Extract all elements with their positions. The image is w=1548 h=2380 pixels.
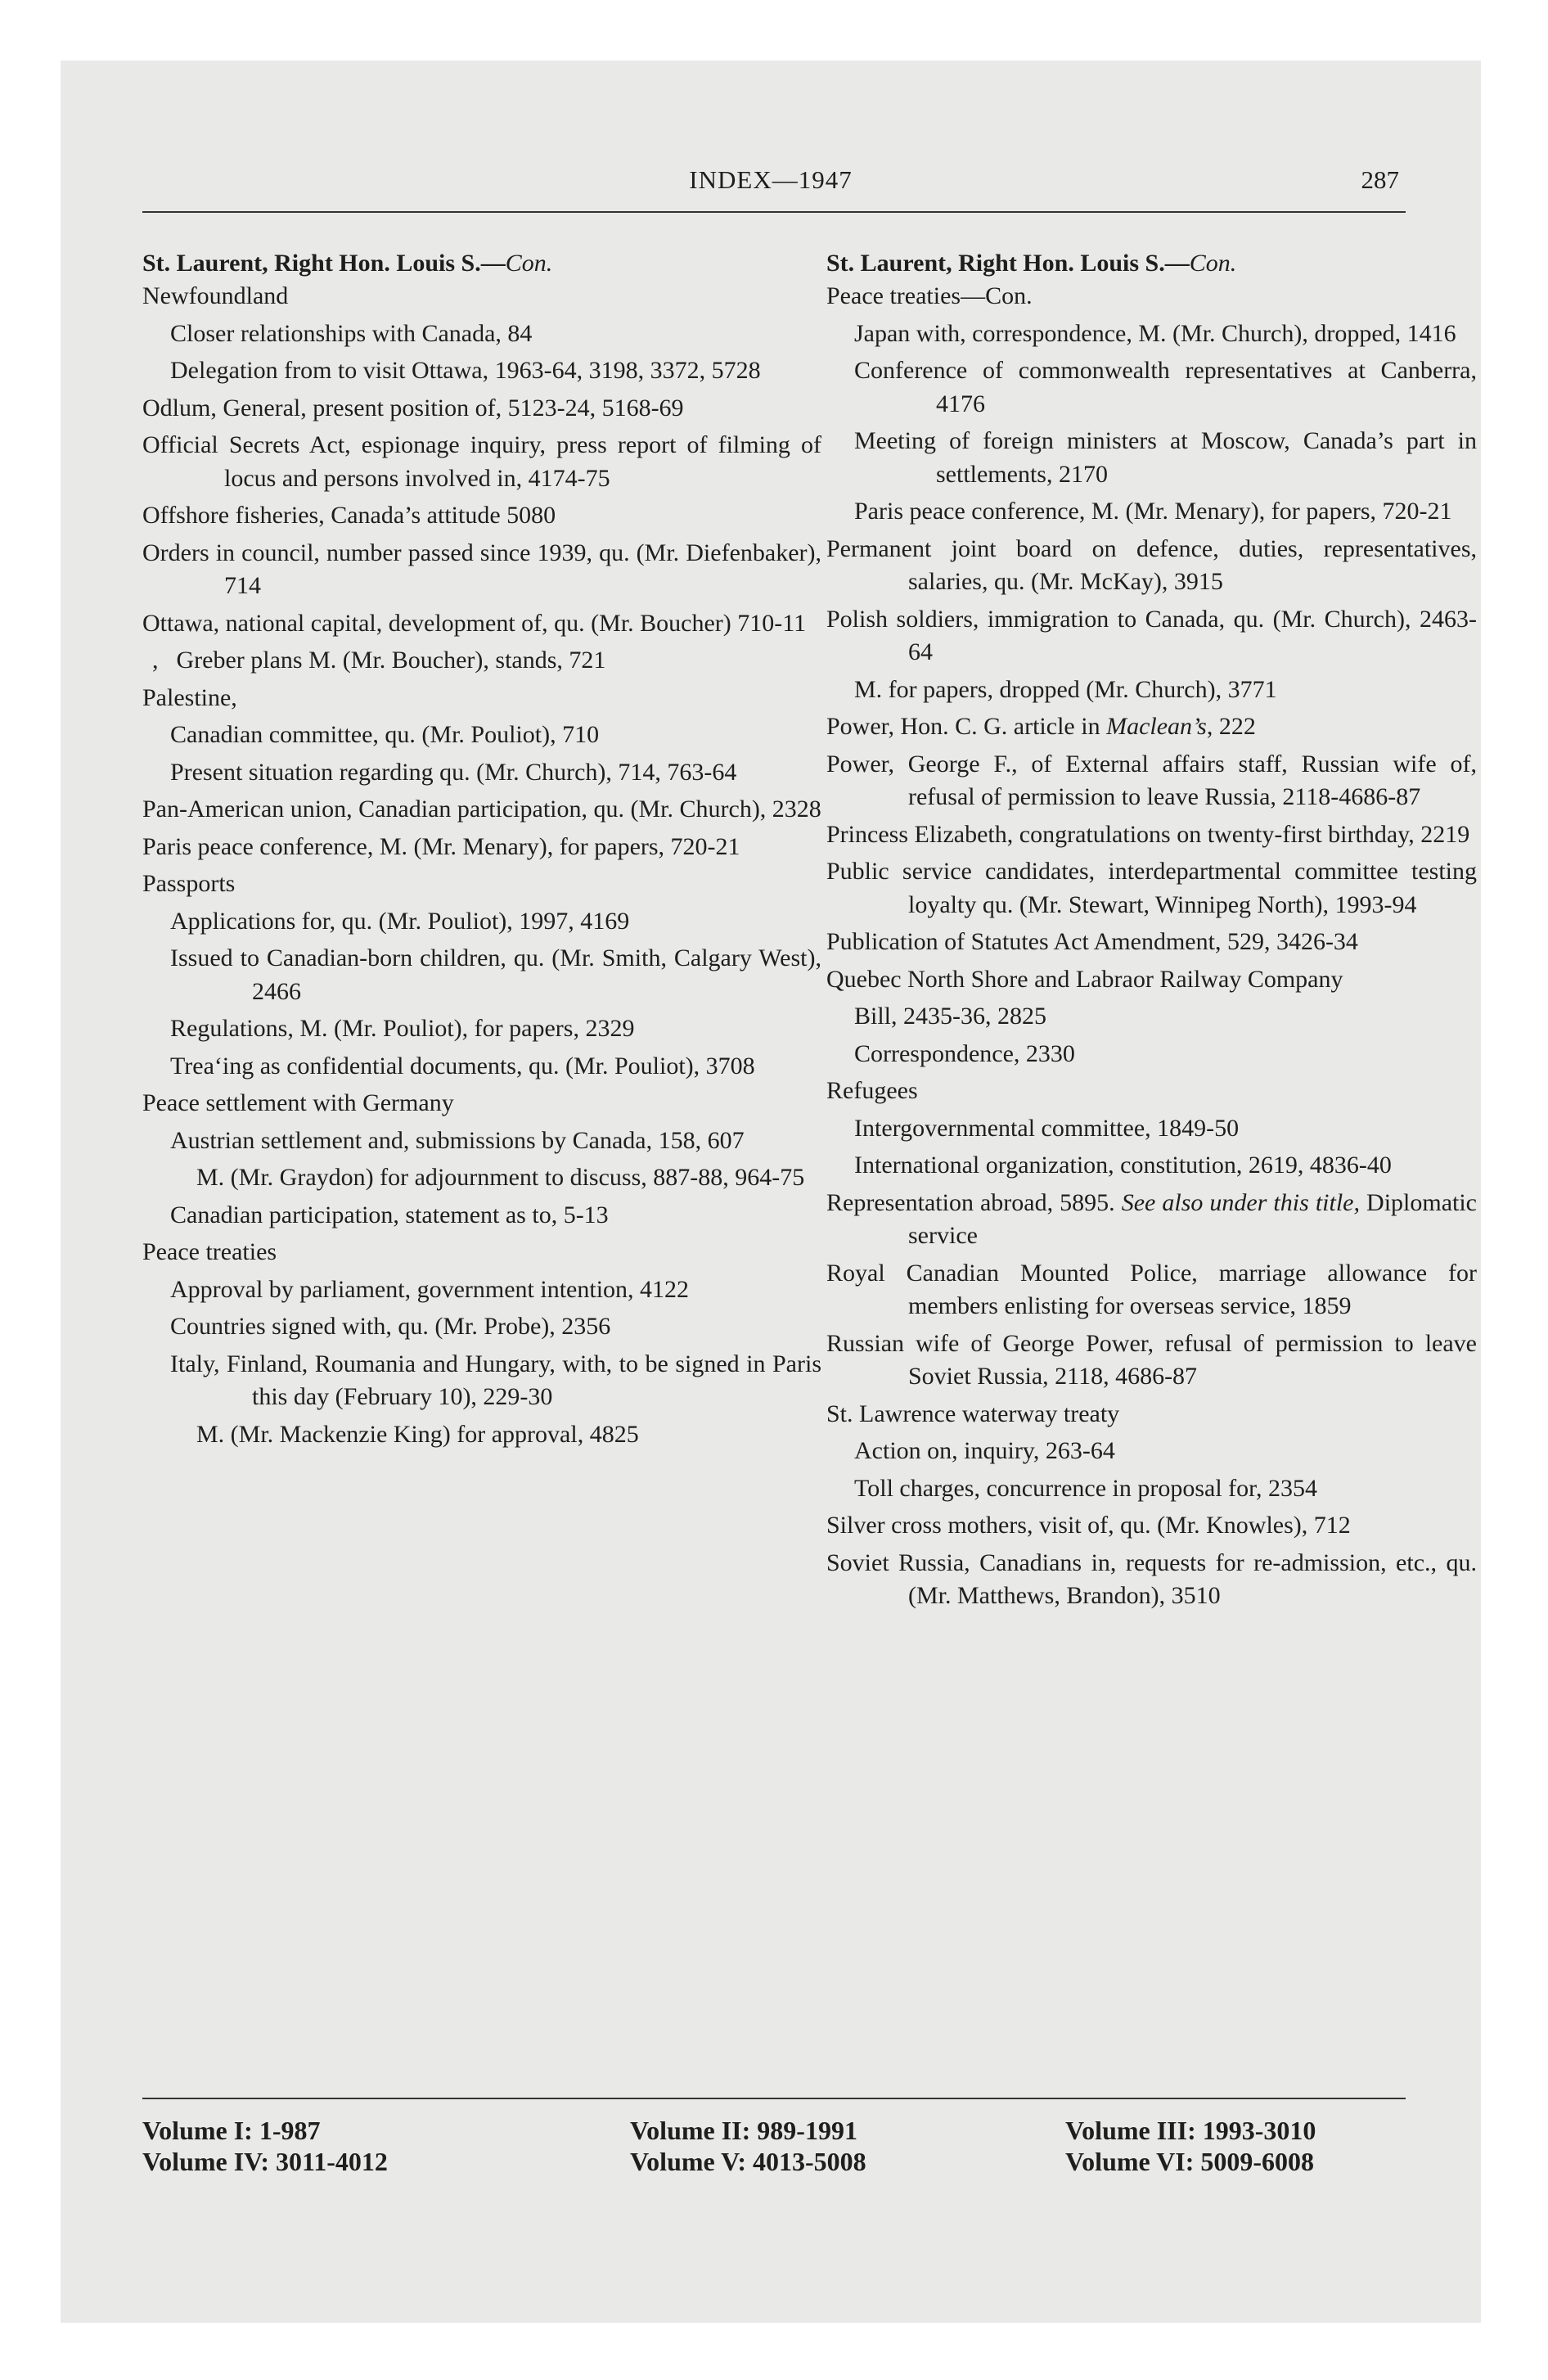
index-subentry: Closer relationships with Canada, 84 bbox=[170, 319, 533, 347]
index-entry: Russian wife of George Power, refusal of permission to leave Soviet Russia, 2118, 4686-87 bbox=[826, 1329, 1477, 1390]
index-entry: Orders in council, number passed since 1939, qu. (Mr. Diefenbaker), 714 bbox=[142, 539, 821, 599]
volume-range: Volume I: 1-987 bbox=[142, 2116, 321, 2145]
index-subentry: Applications for, qu. (Mr. Pouliot), 1997, 4169 bbox=[170, 907, 630, 935]
index-entry: Permanent joint board on defence, duties, representatives, salaries, qu. (Mr. McKay), 3915 bbox=[826, 534, 1477, 595]
volume-range: Volume III: 1993-3010 bbox=[1065, 2116, 1316, 2145]
index-entry: Paris peace conference, M. (Mr. Menary), for papers, 720-21 bbox=[142, 832, 740, 860]
index-entry: Peace treaties bbox=[142, 1238, 277, 1265]
index-subentry: Bill, 2435-36, 2825 bbox=[854, 1003, 1047, 1030]
index-subentry: Intergovernmental committee, 1849-50 bbox=[854, 1114, 1240, 1142]
footer-rule bbox=[142, 2098, 1406, 2099]
index-subentry: Approval by parliament, government intention, 4122 bbox=[170, 1275, 690, 1303]
index-subentry: Delegation from to visit Ottawa, 1963-64, 3198, 3372, 5728 bbox=[170, 357, 761, 384]
index-entry: Palestine, bbox=[142, 683, 237, 711]
index-subentry: Correspondence, 2330 bbox=[854, 1039, 1075, 1067]
index-entry: Peace settlement with Germany bbox=[142, 1089, 454, 1116]
page-number: 287 bbox=[1361, 165, 1399, 194]
index-subentry: International organization, constitution, 2619, 4836-40 bbox=[854, 1152, 1392, 1179]
volume-range: Volume IV: 3011-4012 bbox=[142, 2147, 388, 2176]
index-subsubentry: M. (Mr. Mackenzie King) for approval, 4825 bbox=[196, 1420, 639, 1448]
index-subentry: Trea‘ing as confidential documents, qu. (Mr. Pouliot), 3708 bbox=[170, 1052, 755, 1080]
index-subentry: Canadian committee, qu. (Mr. Pouliot), 710 bbox=[170, 721, 600, 748]
index-entry: Public service candidates, interdepartmental committee testing loyalty qu. (Mr. Stewart, Winnipeg North), 1993-94 bbox=[826, 858, 1477, 918]
index-subentry: Japan with, correspondence, M. (Mr. Church), dropped, 1416 bbox=[854, 319, 1456, 347]
index-subentry: Present situation regarding qu. (Mr. Church), 714, 763-64 bbox=[170, 758, 737, 786]
index-page bbox=[61, 61, 1481, 2323]
volume-range-group bbox=[630, 2115, 866, 2177]
index-subentry: Paris peace conference, M. (Mr. Menary), for papers, 720-21 bbox=[854, 498, 1452, 525]
index-entry: Ottawa, national capital, development of, qu. (Mr. Boucher) 710-11 bbox=[142, 609, 807, 637]
index-entry: Power, George F., of External affairs staff, Russian wife of, refusal of permission to leave Russia, 2118-4686-87 bbox=[826, 750, 1477, 810]
index-subentry: Canadian participation, statement as to, 5-13 bbox=[170, 1201, 609, 1228]
volume-range-group bbox=[142, 2115, 388, 2177]
index-subentry: Regulations, M. (Mr. Pouliot), for papers, 2329 bbox=[170, 1015, 635, 1042]
index-subentry: Conference of commonwealth representatives at Canberra, 4176 bbox=[854, 357, 1477, 417]
index-entry: Power, Hon. C. G. article in Maclean’s, 222 bbox=[826, 713, 1256, 740]
index-subentry: Meeting of foreign ministers at Moscow, Canada’s part in settlements, 2170 bbox=[854, 427, 1477, 488]
volume-range: Volume II: 989-1991 bbox=[630, 2116, 857, 2145]
header-rule bbox=[142, 211, 1406, 213]
volume-range: Volume V: 4013-5008 bbox=[630, 2147, 866, 2176]
index-subentry: Italy, Finland, Roumania and Hungary, with, to be signed in Paris this day (February 10), 229-30 bbox=[170, 1350, 821, 1410]
volume-range: Volume VI: 5009-6008 bbox=[1065, 2147, 1315, 2176]
index-entry: Odlum, General, present position of, 5123-24, 5168-69 bbox=[142, 394, 684, 421]
volume-range-group bbox=[1065, 2115, 1316, 2177]
index-entry: Publication of Statutes Act Amendment, 529, 3426-34 bbox=[826, 928, 1358, 955]
index-entry: Newfoundland bbox=[142, 282, 289, 309]
index-entry: Quebec North Shore and Labraor Railway Company bbox=[826, 965, 1343, 993]
index-subentry: Austrian settlement and, submissions by Canada, 158, 607 bbox=[170, 1126, 745, 1154]
index-entry: Passports bbox=[142, 870, 236, 897]
left-column bbox=[142, 249, 821, 1451]
running-head: INDEX—1947 bbox=[689, 165, 853, 194]
index-entry: Soviet Russia, Canadians in, requests for re-admission, etc., qu. (Mr. Matthews, Brandon), 3510 bbox=[826, 1548, 1477, 1609]
column-heading: St. Laurent, Right Hon. Louis S.—Con. bbox=[142, 250, 553, 277]
index-entry: Princess Elizabeth, congratulations on twenty-first birthday, 2219 bbox=[826, 820, 1470, 848]
index-entry: Royal Canadian Mounted Police, marriage allowance for members enlisting for overseas service, 1859 bbox=[826, 1259, 1477, 1319]
index-entry: Offshore fisheries, Canada’s attitude 5080 bbox=[142, 502, 556, 529]
right-column bbox=[826, 249, 1477, 1613]
index-subentry: , Greber plans M. (Mr. Boucher), stands, 721 bbox=[152, 647, 606, 674]
index-subentry: M. for papers, dropped (Mr. Church), 3771 bbox=[854, 675, 1277, 703]
index-subentry: Toll charges, concurrence in proposal for, 2354 bbox=[854, 1474, 1317, 1502]
index-entry: Peace treaties—Con. bbox=[826, 282, 1033, 309]
index-subsubentry: M. (Mr. Graydon) for adjournment to discuss, 887-88, 964-75 bbox=[196, 1164, 805, 1191]
index-entry: Representation abroad, 5895. See also under this title, Diplomatic service bbox=[826, 1188, 1477, 1249]
index-entry: Silver cross mothers, visit of, qu. (Mr. Knowles), 712 bbox=[826, 1512, 1351, 1539]
index-entry: Pan-American union, Canadian participation, qu. (Mr. Church), 2328 bbox=[142, 796, 821, 823]
index-entry: Polish soldiers, immigration to Canada, qu. (Mr. Church), 2463-64 bbox=[826, 605, 1477, 665]
stray-comma: , bbox=[152, 647, 159, 674]
index-subentry: Countries signed with, qu. (Mr. Probe), 2356 bbox=[170, 1313, 611, 1340]
index-entry: St. Lawrence waterway treaty bbox=[826, 1400, 1120, 1427]
index-subentry: Action on, inquiry, 263-64 bbox=[854, 1437, 1115, 1464]
index-subentry: Issued to Canadian-born children, qu. (Mr. Smith, Calgary West), 2466 bbox=[170, 944, 821, 1005]
index-entry: Official Secrets Act, espionage inquiry, press report of filming of locus and persons involved in, 4174-75 bbox=[142, 431, 821, 492]
index-entry: Refugees bbox=[826, 1077, 918, 1104]
column-heading: St. Laurent, Right Hon. Louis S.—Con. bbox=[826, 250, 1237, 277]
